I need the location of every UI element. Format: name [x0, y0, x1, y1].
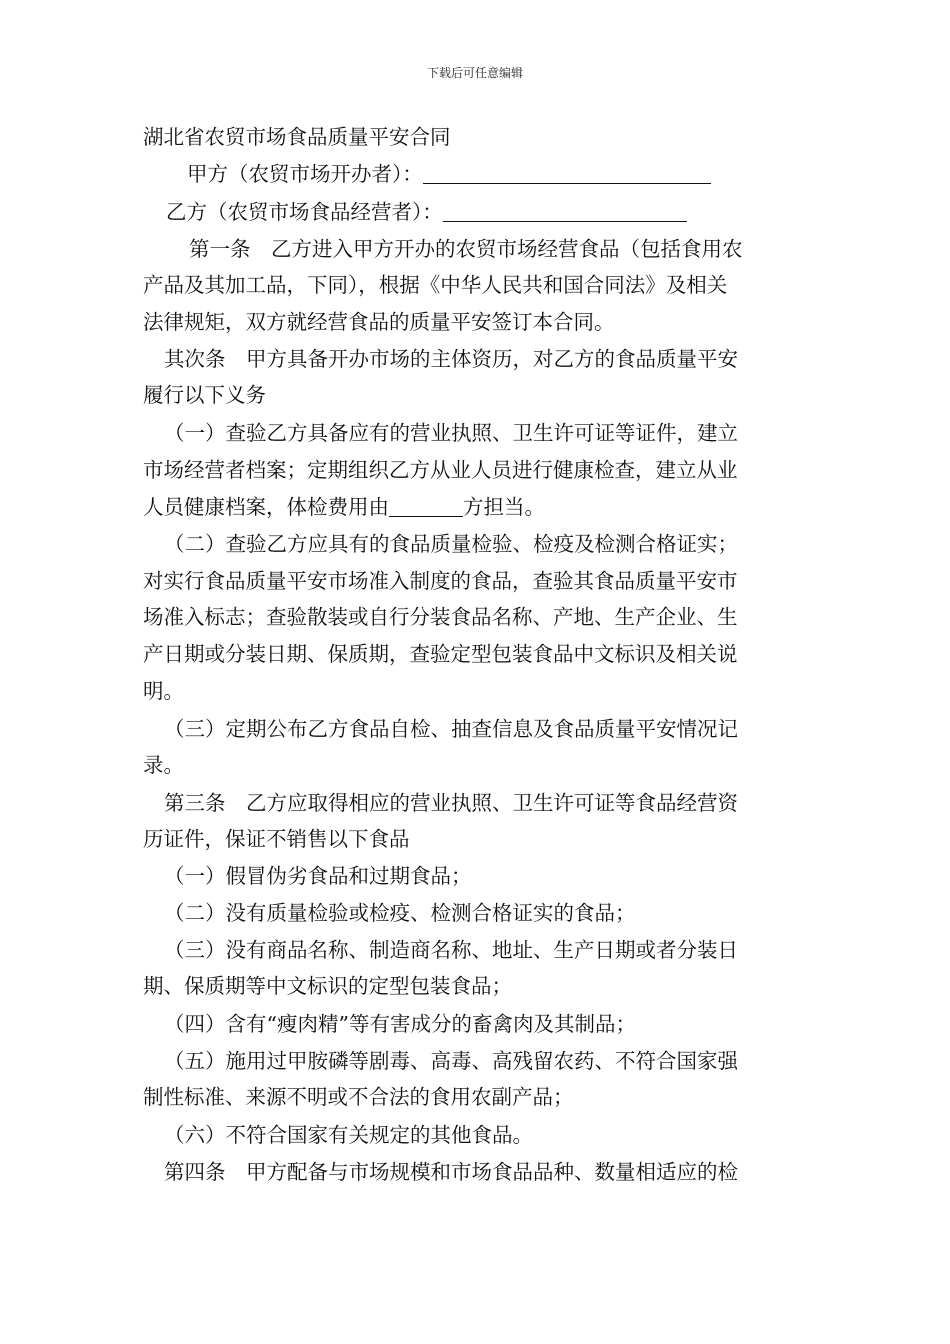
- party-a-blank[interactable]: [423, 163, 711, 184]
- paragraph-line: （五）施用过甲胺磷等剧毒、高毒、高残留农药、不符合国家强: [164, 1049, 738, 1073]
- paragraph-line: 第四条 甲方配备与市场规模和市场食品品种、数量相适应的检: [164, 1160, 738, 1184]
- party-b-line: [166, 198, 687, 225]
- fee-label: 人员健康档案，体检费用由: [143, 495, 389, 519]
- paragraph-line: 其次条 甲方具备开办市场的主体资历，对乙方的食品质量平安: [164, 347, 738, 371]
- fee-label-after: 方担当。: [463, 495, 545, 519]
- paragraph-line: 明。: [143, 679, 184, 703]
- paragraph-line: 录。: [143, 753, 184, 777]
- party-b-blank[interactable]: [443, 201, 687, 222]
- party-a-label: 甲方（农贸市场开办者）：: [187, 162, 423, 186]
- document-title: 湖北省农贸市场食品质量平安合同: [143, 125, 451, 149]
- paragraph-line: （二）查验乙方应具有的食品质量检验、检疫及检测合格证实；: [164, 532, 738, 556]
- paragraph-line: 第一条 乙方进入甲方开办的农贸市场经营食品（包括食用农: [189, 237, 743, 261]
- paragraph-line: 场准入标志；查验散装或自行分装食品名称、产地、生产企业、生: [143, 605, 738, 629]
- paragraph-line: （三）定期公布乙方食品自检、抽查信息及食品质量平安情况记: [164, 717, 738, 741]
- paragraph-line: 制性标准、来源不明或不合法的食用农副产品；: [143, 1085, 574, 1109]
- paragraph-line: 对实行食品质量平安市场准入制度的食品，查验其食品质量平安市: [143, 569, 738, 593]
- paragraph-line: （四）含有“瘦肉精”等有害成分的畜禽肉及其制品；: [164, 1012, 636, 1036]
- paragraph-line: 期、保质期等中文标识的定型包装食品；: [143, 974, 512, 998]
- paragraph-line: （一）查验乙方具备应有的营业执照、卫生许可证等证件，建立: [164, 421, 738, 445]
- fee-blank[interactable]: [389, 496, 463, 517]
- fee-line: [143, 493, 545, 520]
- paragraph-line: 市场经营者档案；定期组织乙方从业人员进行健康检查，建立从业: [143, 458, 738, 482]
- paragraph-line: 产品及其加工品，下同），根据《中华人民共和国合同法》及相关: [143, 273, 728, 297]
- paragraph-line: （三）没有商品名称、制造商名称、地址、生产日期或者分装日: [164, 938, 738, 962]
- party-a-line: [187, 160, 711, 187]
- paragraph-line: （六）不符合国家有关规定的其他食品。: [164, 1123, 533, 1147]
- paragraph-line: （二）没有质量检验或检疫、检测合格证实的食品；: [164, 901, 636, 925]
- paragraph-line: 产日期或分装日期、保质期，查验定型包装食品中文标识及相关说: [143, 642, 738, 666]
- paragraph-line: 法律规矩，双方就经营食品的质量平安签订本合同。: [143, 310, 615, 334]
- party-b-label: 乙方（农贸市场食品经营者）：: [166, 200, 443, 224]
- paragraph-line: （一）假冒伪劣食品和过期食品；: [164, 864, 472, 888]
- page-header-note: 下载后可任意编辑: [426, 66, 523, 80]
- paragraph-line: 履行以下义务: [143, 383, 266, 407]
- paragraph-line: 历证件，保证不销售以下食品: [143, 827, 410, 851]
- paragraph-line: 第三条 乙方应取得相应的营业执照、卫生许可证等食品经营资: [164, 791, 738, 815]
